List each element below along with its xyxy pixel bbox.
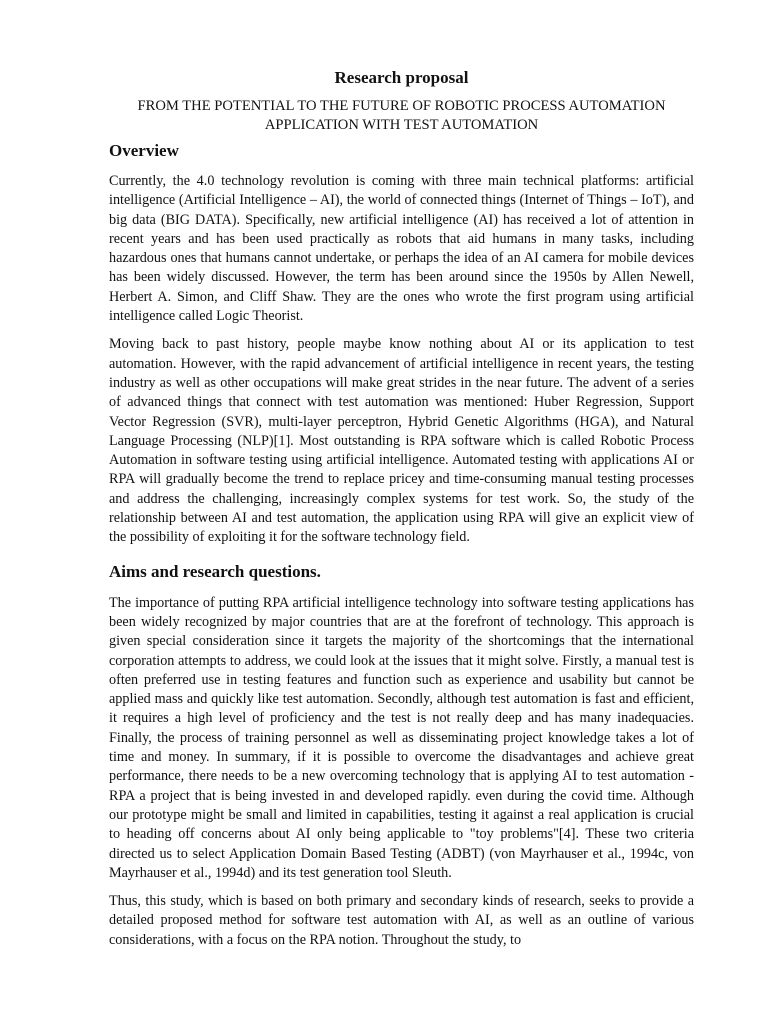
document-body — [109, 67, 694, 959]
section-heading-aims: Aims and research questions. — [109, 561, 321, 581]
section-heading-overview: Overview — [109, 141, 179, 160]
aims-paragraph-2: Thus, this study, which is based on both primary and secondary kinds of research, seeks to provide a detailed proposed method for software test automation with AI, as well as an outline of various considerations, with a focus on the RPA notion. Throughout the study, to — [109, 893, 694, 948]
aims-paragraph-1: The importance of putting RPA artificial intelligence technology into software testing applications has been widely recognized by major countries that are at the forefront of technology. This approach is given special consideration since it targets the majority of the shortcomings that the international corporation attempts to address, we could look at the issues that it might solve. Firstly, a manual test is often preferred use in testing features and function such as experience and usability but cannot be applied mass and quickly like test automation. Secondly, although test automation is fast and efficient, it requires a high level of proficiency and the test is not really deep and has many inadequacies. Finally, the process of training personnel as well as disseminating project knowledge takes a lot of time and money. In summary, if it is possible to overcome the disadvantages and achieve great performance, there needs to be a new overcoming technology that is applying AI to test automation - RPA a project that is being invested in and developed rapidly. even during the covid time. Although our prototype might be small and limited in capabilities, testing it against a real application is crucial to heading off concerns about AI only being applicable to "toy problems"[4]. These two criteria directed us to select Application Domain Based Testing (ADBT) (von Mayrhauser et al., 1994c, von Mayrhauser et al., 1994d) and its test generation tool Sleuth. — [109, 594, 694, 881]
overview-paragraph-2: Moving back to past history, people maybe know nothing about AI or its application to test automation. However, with the rapid advancement of artificial intelligence in recent years, the testing industry as well as other occupations will make great strides in the near future. The advent of a series of advanced things that connect with test automation was mentioned: Huber Regression, Support Vector Regression (SVR), multi-layer perceptron, Hybrid Genetic Algorithms (HGA), and Natural Language Processing (NLP)[1]. Most outstanding is RPA software which is called Robotic Process Automation in software testing using artificial intelligence. Automated testing with applications AI or RPA will gradually become the trend to replace pricey and time-consuming manual testing processes and address the challenging, increasingly complex systems for test work. So, the study of the relationship between AI and test automation, the application using RPA will give an explicit view of the possibility of exploiting it for the software technology field. — [109, 336, 694, 546]
document-subtitle: FROM THE POTENTIAL TO THE FUTURE OF ROBOTIC PROCESS AUTOMATION APPLICATION WITH TEST AUTOMATION — [137, 98, 666, 133]
document-title: Research proposal — [334, 68, 469, 87]
overview-paragraph-1: Currently, the 4.0 technology revolution is coming with three main technical platforms: artificial intelligence (Artificial Intelligence – AI), the world of connected things (Internet of Things – IoT), and big data (BIG DATA). Specifically, new artificial intelligence (AI) has received a lot of attention in recent years and has been used practically as robots that aid humans in many tasks, including hazardous ones that humans cannot undertake, or perhaps the idea of an AI camera for mobile devices has been widely discussed. However, the term has been around since the 1950s by Allen Newell, Herbert A. Simon, and Cliff Shaw. They are the ones who wrote the first program using artificial intelligence called Logic Theorist. — [109, 173, 694, 325]
